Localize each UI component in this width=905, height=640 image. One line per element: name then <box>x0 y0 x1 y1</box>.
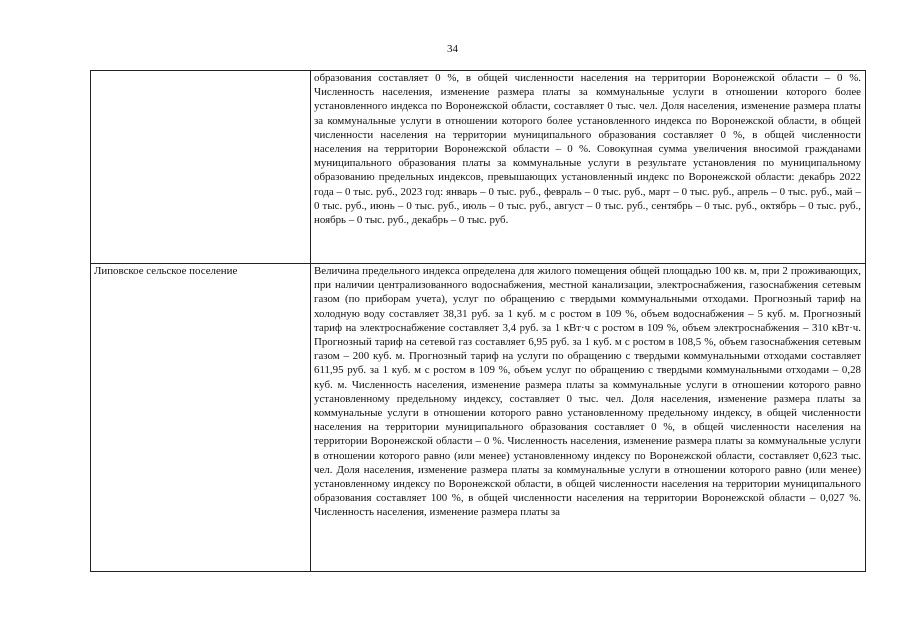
table-row <box>91 264 866 572</box>
municipal-index-table <box>90 70 866 572</box>
description-cell: Величина предельного индекса определена для жилого помещения общей площадью 100 кв. м, при 2 проживающих, при наличии централизованного водоснабжения, местной канализации, электроснабжения, газоснабжения сетевым газом (по приборам учета), услуг по обращению с твердыми коммунальными отходами. Прогнозный тариф на холодную воду составляет 38,31 руб. за 1 куб. м с ростом в 109 %, объем водоснабжения – 5 куб. м. Прогнозный тариф на электроснабжение составляет 3,4 руб. за 1 кВт·ч с ростом в 109 %, объем электроснабжения – 310 кВт·ч. Прогнозный тариф на сетевой газ составляет 6,95 руб. за 1 куб. м с ростом в 108,5 %, объем газоснабжения сетевым газом – 200 куб. м. Прогнозный тариф на услуги по обращению с твердыми коммунальными отходами составляет 611,95 руб. за 1 куб. м с ростом в 109 %, объем услуг по обращению с твердыми коммунальными отходами – 0,28 куб. м. Численность населения, изменение размера платы за коммунальные услуги в отношении которого равно установленному предельному индексу, составляет 0 тыс. чел. Доля населения, изменение размера платы за коммунальные услуги в отношении которого равно установленному предельному индексу, в общей численности населения на территории муниципального образования составляет 0 %, в общей численности населения на территории Воронежской области – 0 %. Численность населения, изменение размера платы за коммунальные услуги в отношении которого равно (или менее) установленному индексу по Воронежской области, составляет 0,623 тыс. чел. Доля населения, изменение размера платы за коммунальные услуги в отношении которого равно (или менее) установленному индексу по Воронежской области, в общей численности населения на территории муниципального образования составляет 100 %, в общей численности населения на территории Воронежской области – 0,027 %. Численность населения, изменение размера платы за <box>311 264 866 572</box>
municipality-name-cell: Липовское сельское поселение <box>91 264 311 572</box>
table-row <box>91 71 866 264</box>
municipality-name-cell <box>91 71 311 264</box>
page-number: 34 <box>447 43 458 55</box>
description-cell: образования составляет 0 %, в общей численности населения на территории Воронежской области – 0 %. Численность населения, изменение размера платы за коммунальные услуги в отношении которого более установленного индекса по Воронежской области, составляет 0 тыс. чел. Доля населения, изменение размера платы за коммунальные услуги в отношении которого более установленного индекса по Воронежской области, в общей численности населения на территории муниципального образования составляет 0 %, в общей численности населения на территории Воронежской области – 0 %. Совокупная сумма увеличения вносимой гражданами муниципального образования платы за коммунальные услуги в результате установления по муниципальному образованию предельных индексов, превышающих установленный индекс по Воронежской области: декабрь 2022 года – 0 тыс. руб., 2023 год: январь – 0 тыс. руб., февраль – 0 тыс. руб., март – 0 тыс. руб., апрель – 0 тыс. руб., май – 0 тыс. руб., июнь – 0 тыс. руб., июль – 0 тыс. руб., август – 0 тыс. руб., сентябрь – 0 тыс. руб., октябрь – 0 тыс. руб., ноябрь – 0 тыс. руб., декабрь – 0 тыс. руб. <box>311 71 866 264</box>
